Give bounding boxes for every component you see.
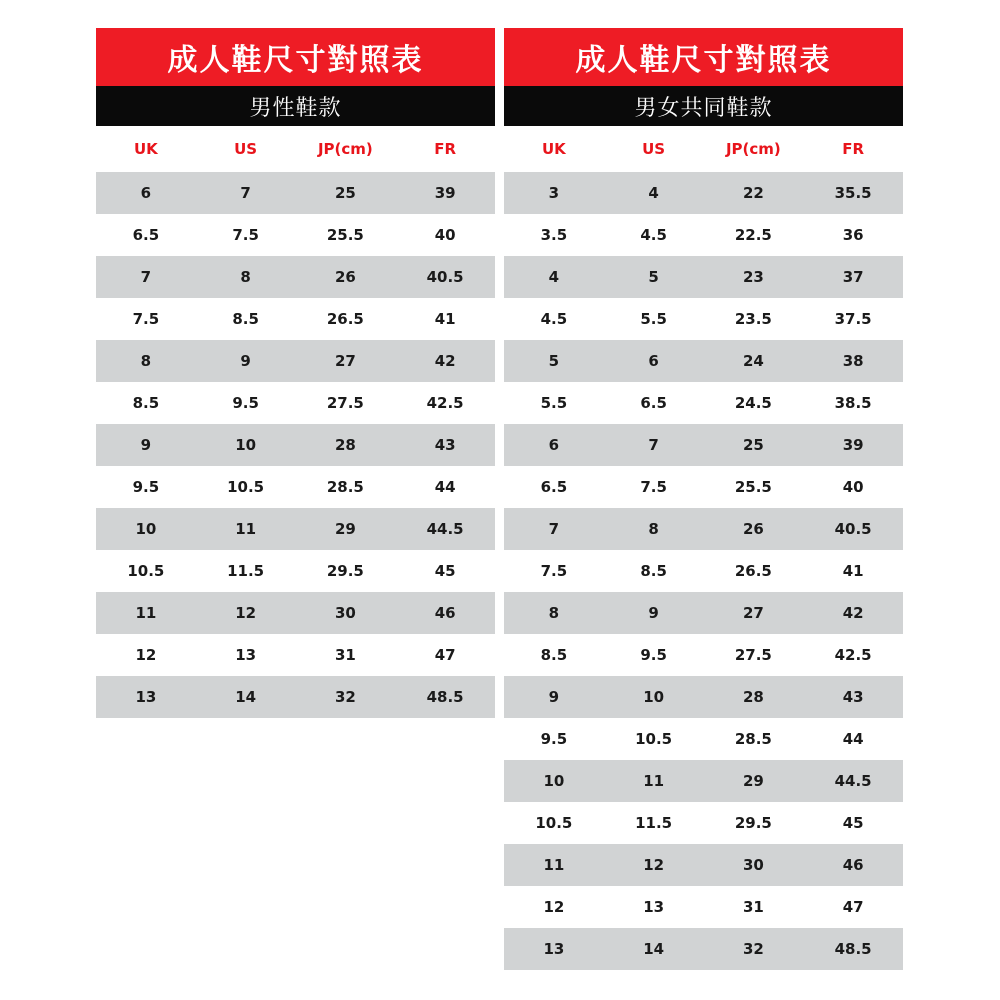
table-row [96, 634, 495, 676]
cell-fr: 40.5 [426, 268, 464, 286]
cell-us: 11 [643, 772, 665, 790]
cell-us: 8 [240, 268, 251, 286]
cell-uk: 9.5 [540, 730, 568, 748]
table-row [96, 298, 495, 340]
table-row [504, 802, 903, 844]
cell-us: 14 [643, 940, 665, 958]
cell-fr: 43 [434, 436, 456, 454]
table-row [96, 592, 495, 634]
table-row [504, 256, 903, 298]
cell-uk: 8 [140, 352, 152, 370]
cell-us: 11.5 [227, 562, 265, 580]
cell-uk: 4 [548, 268, 560, 286]
cell-uk: 6 [140, 184, 152, 202]
cell-jp: 26 [742, 520, 764, 538]
table-row [504, 172, 903, 214]
cell-us: 6 [648, 352, 659, 370]
cell-fr: 48.5 [426, 688, 464, 706]
cell-jp: 27 [334, 352, 356, 370]
table-row [504, 466, 903, 508]
cell-fr: 43 [842, 688, 864, 706]
cell-jp: 28 [334, 436, 356, 454]
cell-jp: 32 [742, 940, 764, 958]
cell-jp: 24 [742, 352, 764, 370]
cell-fr: 48.5 [834, 940, 872, 958]
cell-jp: 32 [334, 688, 356, 706]
cell-jp: 28.5 [326, 478, 364, 496]
cell-us: 4.5 [640, 226, 667, 244]
cell-uk: 8.5 [540, 646, 568, 664]
table-row [504, 886, 903, 928]
cell-jp: 28.5 [734, 730, 772, 748]
cell-uk: 13 [135, 688, 157, 706]
table-row [504, 298, 903, 340]
cell-fr: 42 [842, 604, 864, 622]
cell-fr: 47 [842, 898, 864, 916]
table-subtitle: 男女共同鞋款 [504, 86, 903, 126]
cell-fr: 44.5 [426, 520, 464, 538]
cell-jp: 22.5 [734, 226, 772, 244]
cell-uk: 12 [135, 646, 157, 664]
cell-us: 12 [235, 604, 257, 622]
cell-fr: 38 [842, 352, 864, 370]
cell-fr: 45 [434, 562, 456, 580]
table-row [96, 382, 495, 424]
cell-jp: 27.5 [326, 394, 364, 412]
table-row [504, 340, 903, 382]
cell-us: 8 [648, 520, 659, 538]
table-subtitle: 男性鞋款 [96, 86, 495, 126]
cell-uk: 8 [548, 604, 560, 622]
cell-us: 11 [235, 520, 257, 538]
cell-us: 9.5 [640, 646, 667, 664]
cell-jp: 26.5 [734, 562, 772, 580]
table-row [96, 466, 495, 508]
cell-us: 11.5 [635, 814, 673, 832]
cell-fr: 37.5 [834, 310, 872, 328]
column-header-row [504, 126, 903, 172]
cell-uk: 13 [543, 940, 565, 958]
cell-fr: 45 [842, 814, 864, 832]
column-header-us: US [234, 140, 258, 158]
table-row [504, 760, 903, 802]
cell-fr: 37 [842, 268, 864, 286]
cell-uk: 12 [543, 898, 565, 916]
cell-uk: 7.5 [132, 310, 160, 328]
cell-fr: 42.5 [426, 394, 464, 412]
cell-uk: 10.5 [127, 562, 165, 580]
cell-us: 9 [648, 604, 659, 622]
column-header-row [96, 126, 495, 172]
size-table-men [96, 28, 495, 718]
cell-fr: 44.5 [834, 772, 872, 790]
cell-us: 7.5 [640, 478, 667, 496]
cell-uk: 5 [548, 352, 560, 370]
column-header-jp: JP(cm) [725, 140, 781, 158]
cell-uk: 8.5 [132, 394, 160, 412]
cell-uk: 11 [135, 604, 157, 622]
cell-us: 9.5 [232, 394, 259, 412]
cell-us: 5 [648, 268, 659, 286]
cell-uk: 7 [548, 520, 560, 538]
cell-us: 13 [235, 646, 257, 664]
column-header-uk: UK [541, 140, 566, 158]
table-row [96, 424, 495, 466]
table-row [96, 214, 495, 256]
cell-uk: 5.5 [540, 394, 568, 412]
cell-fr: 46 [434, 604, 456, 622]
cell-us: 12 [643, 856, 665, 874]
table-row [504, 844, 903, 886]
cell-uk: 9 [548, 688, 560, 706]
table-row [504, 424, 903, 466]
cell-fr: 39 [842, 436, 864, 454]
cell-fr: 38.5 [834, 394, 872, 412]
cell-us: 7 [648, 436, 659, 454]
cell-jp: 27 [742, 604, 764, 622]
cell-jp: 29.5 [326, 562, 364, 580]
cell-uk: 6.5 [540, 478, 568, 496]
cell-uk: 7.5 [540, 562, 568, 580]
table-row [504, 214, 903, 256]
cell-fr: 40 [434, 226, 456, 244]
cell-us: 10 [643, 688, 665, 706]
table-row [504, 592, 903, 634]
cell-us: 4 [648, 184, 659, 202]
cell-uk: 4.5 [540, 310, 568, 328]
cell-fr: 40.5 [834, 520, 872, 538]
cell-uk: 10 [543, 772, 565, 790]
cell-uk: 7 [140, 268, 152, 286]
cell-fr: 46 [842, 856, 864, 874]
table-row [96, 172, 495, 214]
cell-fr: 41 [842, 562, 864, 580]
table-row [504, 382, 903, 424]
column-header-fr: FR [434, 140, 457, 158]
table-row [96, 550, 495, 592]
cell-us: 13 [643, 898, 665, 916]
table-body [504, 172, 903, 970]
cell-us: 8.5 [232, 310, 259, 328]
cell-us: 14 [235, 688, 257, 706]
table-row [96, 676, 495, 718]
table-title: 成人鞋尺寸對照表 [504, 28, 903, 86]
cell-jp: 29.5 [734, 814, 772, 832]
cell-jp: 25 [742, 436, 764, 454]
cell-jp: 25.5 [326, 226, 364, 244]
cell-us: 8.5 [640, 562, 667, 580]
cell-jp: 23 [742, 268, 764, 286]
cell-fr: 44 [434, 478, 456, 496]
table-row [96, 508, 495, 550]
column-header-jp: JP(cm) [317, 140, 373, 158]
table-row [504, 676, 903, 718]
cell-us: 10 [235, 436, 257, 454]
cell-uk: 10.5 [535, 814, 573, 832]
cell-uk: 9 [140, 436, 152, 454]
cell-uk: 3.5 [540, 226, 568, 244]
cell-jp: 30 [742, 856, 764, 874]
cell-jp: 24.5 [734, 394, 772, 412]
cell-fr: 40 [842, 478, 864, 496]
cell-jp: 26 [334, 268, 356, 286]
cell-jp: 25 [334, 184, 356, 202]
cell-jp: 30 [334, 604, 356, 622]
cell-uk: 6.5 [132, 226, 160, 244]
table-row [96, 340, 495, 382]
cell-jp: 31 [742, 898, 764, 916]
cell-fr: 39 [434, 184, 456, 202]
size-table-unisex [504, 28, 903, 970]
cell-fr: 47 [434, 646, 456, 664]
cell-fr: 35.5 [834, 184, 872, 202]
cell-jp: 26.5 [326, 310, 364, 328]
table-row [504, 718, 903, 760]
table-row [504, 634, 903, 676]
cell-uk: 3 [548, 184, 560, 202]
table-title: 成人鞋尺寸對照表 [96, 28, 495, 86]
cell-us: 5.5 [640, 310, 667, 328]
cell-us: 7.5 [232, 226, 259, 244]
column-header-fr: FR [842, 140, 865, 158]
cell-jp: 27.5 [734, 646, 772, 664]
table-body [96, 172, 495, 718]
cell-jp: 23.5 [734, 310, 772, 328]
cell-uk: 9.5 [132, 478, 160, 496]
cell-jp: 28 [742, 688, 764, 706]
cell-jp: 25.5 [734, 478, 772, 496]
cell-uk: 11 [543, 856, 565, 874]
cell-uk: 10 [135, 520, 157, 538]
cell-us: 10.5 [227, 478, 265, 496]
column-header-us: US [642, 140, 666, 158]
cell-jp: 22 [742, 184, 764, 202]
cell-fr: 44 [842, 730, 864, 748]
table-row [504, 550, 903, 592]
cell-jp: 29 [742, 772, 764, 790]
table-row [504, 928, 903, 970]
table-row [504, 508, 903, 550]
column-header-uk: UK [133, 140, 158, 158]
cell-jp: 29 [334, 520, 356, 538]
cell-us: 10.5 [635, 730, 673, 748]
cell-jp: 31 [334, 646, 356, 664]
cell-fr: 36 [842, 226, 864, 244]
cell-uk: 6 [548, 436, 560, 454]
cell-fr: 41 [434, 310, 456, 328]
cell-us: 9 [240, 352, 251, 370]
cell-us: 7 [240, 184, 251, 202]
cell-us: 6.5 [640, 394, 667, 412]
cell-fr: 42 [434, 352, 456, 370]
table-row [96, 256, 495, 298]
cell-fr: 42.5 [834, 646, 872, 664]
